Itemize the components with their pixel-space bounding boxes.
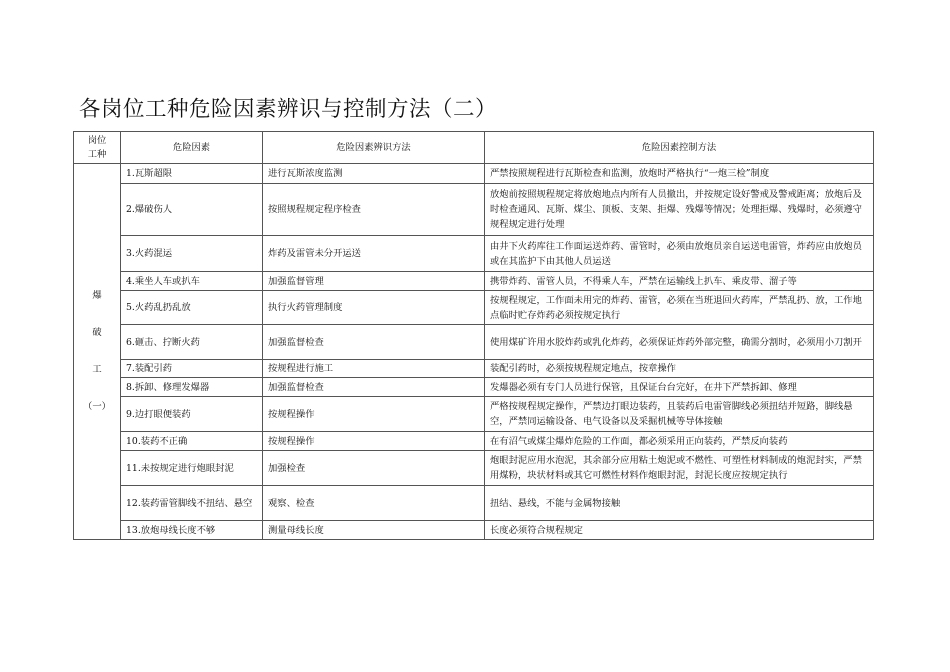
header-factor: 危险因素 xyxy=(121,132,263,164)
method-cell: 加强检查 xyxy=(263,451,485,486)
factor-cell: 10.装药不正确 xyxy=(121,432,263,451)
post-char: 爆 xyxy=(92,290,102,301)
control-cell: 长度必须符合规程规定 xyxy=(485,521,874,540)
table-row xyxy=(74,432,874,451)
hazard-table xyxy=(73,131,874,540)
header-row xyxy=(74,132,874,164)
table-row xyxy=(74,325,874,360)
method-cell: 按照规程规定程序检查 xyxy=(263,184,485,236)
control-cell: 装配引药时，必须按规程规定地点，按章操作 xyxy=(485,360,874,378)
header-method: 危险因素辨识方法 xyxy=(263,132,485,164)
control-cell: 严格按规程规定操作，严禁边打眼边装药，且装药后电雷管脚线必须扭结并短路，脚线悬空，严禁同运输设备、电气设备以及采掘机械等导体接触 xyxy=(485,397,874,432)
table-row xyxy=(74,397,874,432)
control-cell: 放炮前按照规程规定将放炮地点内所有人员撤出，并按规定设好警戒及警戒距离；放炮后及时检查通风、瓦斯、煤尘、顶板、支架、拒爆、残爆等情况；处理拒爆、残爆时，必须遵守规程规定进行处理 xyxy=(485,184,874,236)
post-char: 工 xyxy=(92,364,102,375)
method-cell: 加强监督检查 xyxy=(263,325,485,360)
method-cell: 进行瓦斯浓度监测 xyxy=(263,164,485,184)
control-cell: 扭结、悬线，不能与金属物接触 xyxy=(485,486,874,521)
control-cell: 严禁按照规程进行瓦斯检查和监测，放炮时严格执行“一炮三检”制度 xyxy=(485,164,874,184)
factor-cell: 1.瓦斯超限 xyxy=(121,164,263,184)
table-row xyxy=(74,486,874,521)
factor-cell: 11.未按规定进行炮眼封泥 xyxy=(121,451,263,486)
table-row xyxy=(74,236,874,272)
factor-cell: 13.放炮母线长度不够 xyxy=(121,521,263,540)
post-cell xyxy=(74,164,121,540)
table-row xyxy=(74,360,874,378)
method-cell: 执行火药管理制度 xyxy=(263,291,485,325)
factor-cell: 12.装药雷管脚线不扭结、悬空 xyxy=(121,486,263,521)
method-cell: 按规程操作 xyxy=(263,432,485,451)
header-post xyxy=(74,132,121,164)
factor-cell: 2.爆破伤人 xyxy=(121,184,263,236)
factor-cell: 6.砸击、拧断火药 xyxy=(121,325,263,360)
factor-cell: 7.装配引药 xyxy=(121,360,263,378)
method-cell: 按规程操作 xyxy=(263,397,485,432)
control-cell: 携带炸药、雷管人员，不得乘人车，严禁在运输线上扒车、乘皮带、溜子等 xyxy=(485,272,874,291)
post-char: （一） xyxy=(83,401,111,412)
method-cell: 测量母线长度 xyxy=(263,521,485,540)
table-row xyxy=(74,378,874,397)
table-row xyxy=(74,451,874,486)
factor-cell: 9.边打眼便装药 xyxy=(121,397,263,432)
factor-cell: 8.拆卸、修理发爆器 xyxy=(121,378,263,397)
method-cell: 按规程进行施工 xyxy=(263,360,485,378)
factor-cell: 5.火药乱扔乱放 xyxy=(121,291,263,325)
post-char: 破 xyxy=(92,327,102,338)
control-cell: 在有沼气或煤尘爆炸危险的工作面，都必须采用正向装药，严禁反向装药 xyxy=(485,432,874,451)
control-cell: 由井下火药库往工作面运送炸药、雷管时，必须由放炮员亲自运送电雷管，炸药应由放炮员或在其监护下由其他人员运送 xyxy=(485,236,874,272)
factor-cell: 4.乘坐人车或扒车 xyxy=(121,272,263,291)
method-cell: 炸药及雷管未分开运送 xyxy=(263,236,485,272)
method-cell: 加强监督管理 xyxy=(263,272,485,291)
control-cell: 使用煤矿许用水胶炸药或乳化炸药，必须保证炸药外部完整，确需分割时，必须用小刀割开 xyxy=(485,325,874,360)
page-title: 各岗位工种危险因素辨识与控制方法（二） xyxy=(79,97,498,122)
header-post-label: 岗位 工种 xyxy=(87,134,107,160)
table-row xyxy=(74,164,874,184)
control-cell: 炮眼封泥应用水泡泥，其余部分应用粘土炮泥或不燃性、可塑性材料制成的炮泥封实，严禁用煤粉，块状材料或其它可燃性材料作炮眼封泥，封泥长度应按规定执行 xyxy=(485,451,874,486)
factor-cell: 3.火药混运 xyxy=(121,236,263,272)
table-row xyxy=(74,521,874,540)
header-control: 危险因素控制方法 xyxy=(485,132,874,164)
table-row xyxy=(74,291,874,325)
method-cell: 观察、检查 xyxy=(263,486,485,521)
control-cell: 按规程规定，工作面未用完的炸药、雷管，必须在当班退回火药库，严禁乱扔、放，工作地点临时贮存炸药必须按规定执行 xyxy=(485,291,874,325)
method-cell: 加强监督检查 xyxy=(263,378,485,397)
table-row xyxy=(74,184,874,236)
control-cell: 发爆器必须有专门人员进行保管，且保证台台完好，在井下严禁拆卸、修理 xyxy=(485,378,874,397)
table-row xyxy=(74,272,874,291)
